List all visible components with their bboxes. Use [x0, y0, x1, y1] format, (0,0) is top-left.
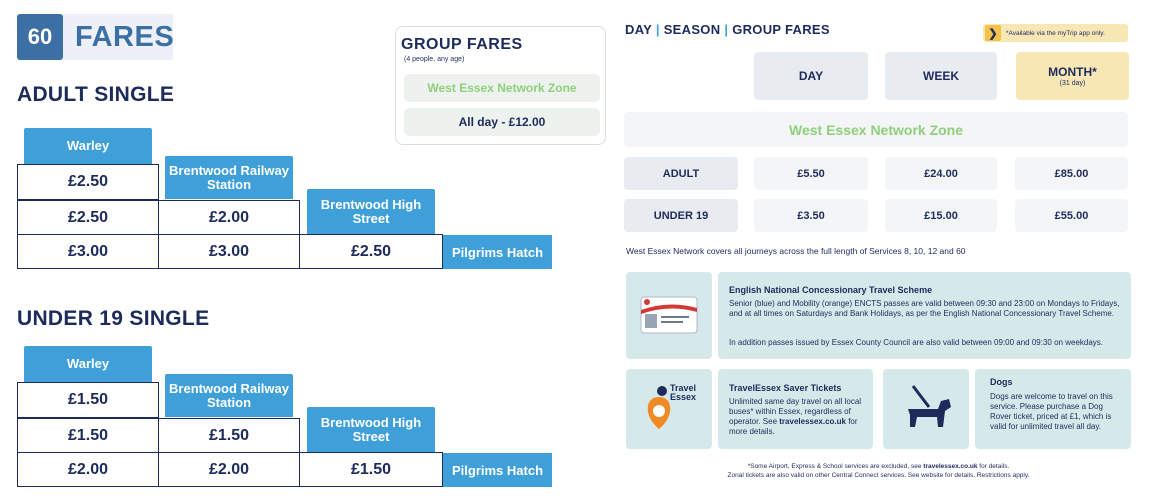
row-label-under19: UNDER 19 [624, 199, 738, 232]
col-head-week [885, 52, 997, 100]
price-cell: £3.50 [754, 199, 868, 232]
col-head-label: MONTH* [1048, 65, 1097, 79]
season-zone-banner: West Essex Network Zone [624, 112, 1128, 147]
col-head-label: WEEK [923, 69, 959, 83]
saver-text [729, 397, 869, 437]
logo-text-line1: Travel [670, 383, 697, 393]
group-fares-zone: West Essex Network Zone [404, 74, 600, 102]
footer-link[interactable]: travelessex.co.uk [923, 463, 978, 470]
concession-pass-icon [626, 272, 712, 359]
travelessex-logo-panel [626, 369, 712, 449]
under19-stop-pilgrims-hatch: Pilgrims Hatch [443, 453, 552, 487]
under19-fare-cell: £1.50 [17, 382, 159, 418]
logo-text [670, 384, 696, 402]
under19-stop-brentwood-railway: Brentwood Railway Station [165, 374, 293, 417]
dogs-text: Dogs are welcome to travel on this service. Please purchase a Dog Rover ticket, priced at £1, which is valid for unlimited travel all day. [990, 392, 1113, 431]
price-cell: £55.00 [1015, 199, 1128, 232]
encts-image-panel [626, 272, 712, 359]
group-fares-title: GROUP FARES [401, 36, 523, 53]
encts-text-panel [718, 272, 1131, 359]
dog-image-panel [883, 369, 969, 449]
adult-stop-brentwood-high-street: Brentwood High Street [307, 189, 435, 235]
footer-text-end: for details. [977, 463, 1010, 470]
price-cell: £15.00 [885, 199, 997, 232]
price-cell: £24.00 [885, 157, 997, 190]
dog-icon [883, 369, 969, 449]
encts-title: English National Concessionary Travel Scheme [729, 285, 933, 295]
encts-text: Senior (blue) and Mobility (orange) ENCTS passes are valid between 09:30 and 23:00 on Mondays to Fridays, and at all times on Saturdays and Bank Holidays, as per the English National Concessionary Travel Scheme. [729, 299, 1120, 318]
page-title: FARES [63, 14, 173, 60]
col-head-label: DAY [798, 69, 824, 83]
season-title-day: DAY [625, 22, 652, 37]
price-cell: £5.50 [754, 157, 868, 190]
group-fares-subtitle: (4 people, any age) [404, 56, 465, 63]
coverage-note: West Essex Network covers all journeys across the full length of Services 8, 10, 12 and 60 [626, 246, 966, 256]
under19-fare-cell: £1.50 [158, 418, 300, 453]
col-head-month [1016, 52, 1129, 100]
col-head-sub: (31 day) [1059, 80, 1086, 87]
group-fares-price: All day - £12.00 [404, 108, 600, 136]
row-label-adult: ADULT [624, 157, 738, 190]
dogs-text-panel [975, 369, 1131, 449]
saver-text-body: Unlimited same day travel on all local buses* within Essex, regardless of operator. See [729, 397, 862, 426]
chevron-right-icon: ❯ [985, 25, 1001, 41]
dogs-title: Dogs [990, 377, 1013, 387]
under19-fare-cell: £2.00 [158, 452, 300, 487]
adult-fare-cell: £2.50 [17, 200, 159, 235]
adult-single-title: ADULT SINGLE [17, 83, 175, 106]
footer-text: *Some Airport, Express & School services are excluded, see [747, 463, 924, 470]
adult-fare-cell: £2.50 [17, 164, 159, 200]
saver-title: TravelEssex Saver Tickets [729, 383, 842, 393]
price-cell: £85.00 [1015, 157, 1128, 190]
adult-stop-warley: Warley [24, 128, 152, 164]
season-title-sep: | [724, 22, 729, 37]
season-title [625, 22, 830, 37]
encts-text-2: In addition passes issued by Essex County Council are also valid between 09:00 and 09:30 on weekdays. [729, 338, 1104, 347]
under19-fare-cell: £2.00 [17, 452, 159, 487]
logo-text-line2: Essex [670, 392, 697, 402]
under19-fare-cell: £1.50 [299, 452, 443, 487]
under19-stop-brentwood-high-street: Brentwood High Street [307, 407, 435, 453]
under19-stop-warley: Warley [24, 346, 152, 382]
col-head-day [754, 52, 868, 100]
season-title-sep: | [655, 22, 660, 37]
saver-text-end: for more details. [729, 417, 858, 436]
season-title-group: GROUP FARES [732, 22, 830, 37]
group-fares-box [395, 26, 606, 145]
adult-fare-cell: £2.50 [299, 234, 443, 269]
footer-note [626, 462, 1131, 480]
adult-fare-cell: £3.00 [158, 234, 300, 269]
adult-stop-pilgrims-hatch: Pilgrims Hatch [443, 235, 552, 269]
under19-single-title: UNDER 19 SINGLE [17, 307, 210, 330]
adult-stop-brentwood-railway: Brentwood Railway Station [165, 156, 293, 199]
travelessex-logo-icon [626, 369, 712, 449]
app-note [983, 24, 1128, 42]
adult-fare-cell: £3.00 [17, 234, 159, 269]
route-number-badge: 60 [17, 14, 63, 60]
app-note-text: *Available via the myTrip app only. [1006, 29, 1105, 37]
season-title-season: SEASON [663, 22, 721, 37]
footer-line-1 [626, 462, 1131, 471]
adult-fare-cell: £2.00 [158, 200, 300, 235]
saver-text-panel [718, 369, 873, 449]
saver-link[interactable]: travelessex.co.uk [779, 417, 846, 426]
footer-line-2: Zonal tickets are also valid on other Central Connect services. See website for details. Restrictions apply. [727, 472, 1030, 479]
under19-fare-cell: £1.50 [17, 418, 159, 453]
